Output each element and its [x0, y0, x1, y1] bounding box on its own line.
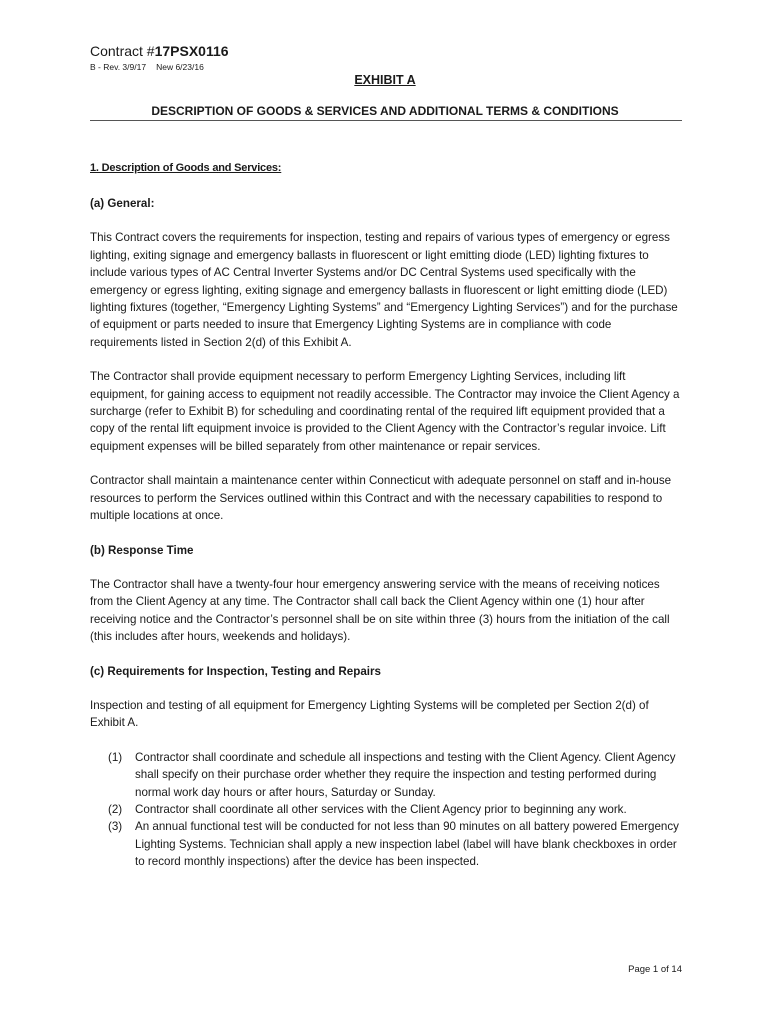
section-1-heading: 1. Description of Goods and Services:	[90, 162, 282, 174]
contract-number	[90, 42, 229, 60]
revision-date: B - Rev. 3/9/17	[90, 62, 147, 72]
requirements-paragraph: Inspection and testing of all equipment for Emergency Lighting Systems will be completed per Section 2(d) of Exhibit A.	[90, 698, 649, 730]
document-title: DESCRIPTION OF GOODS & SERVICES AND ADDITIONAL TERMS & CONDITIONS	[151, 104, 619, 118]
contract-prefix: Contract #	[90, 43, 155, 59]
contract-id: 17PSX0116	[154, 43, 229, 59]
list-item	[108, 801, 680, 818]
exhibit-title: EXHIBIT A	[354, 73, 416, 87]
list-item-number: (1)	[108, 750, 123, 764]
list-item-text: An annual functional test will be conducted for not less than 90 minutes on all battery powered Emergency Lighting Systems. Technician shall apply a new inspection label (label will have blank checkboxes in order to record monthly inspections) after the device has been inspected.	[135, 820, 679, 869]
general-paragraph-1: This Contract covers the requirements for inspection, testing and repairs of various types of emergency or egress lighting, exiting signage and emergency ballasts in fluorescent or light emitting diode (LED) lighting fixtures to include various types of AC Central Inverter Systems and/or DC Central Systems used specifically with the emergency or egress lighting, exiting signage and emergency ballasts in fluorescent or light emitting diode (LED) lighting fixtures (together, “Emergency Lighting Systems” and “Emergency Lighting Services”) and for the purchase of equipment or parts needed to insure that Emergency Lighting Systems are in compliance with code requirements listed in Section 2(d) of this Exhibit A.	[90, 231, 678, 349]
list-item	[108, 818, 680, 870]
list-item-number: (2)	[108, 802, 123, 816]
general-paragraph-3: Contractor shall maintain a maintenance center within Connecticut with adequate personnel on staff and in-house resources to perform the Services outlined within this Contract and with the necessary capabilities to respond to multiple locations at once.	[90, 474, 672, 523]
page-number: Page 1 of 14	[628, 964, 682, 975]
requirements-list	[90, 749, 680, 871]
requirements-heading: (c) Requirements for Inspection, Testing and Repairs	[90, 664, 381, 678]
general-paragraph-2: The Contractor shall provide equipment necessary to perform Emergency Lighting Services, including lift equipment, for gaining access to equipment not readily accessible. The Contractor may invoice the Client Agency a surcharge (refer to Exhibit B) for scheduling and coordinating rental of the required lift equipment provided that a copy of the rental lift equipment invoice is provided to the Client Agency with the Contractor’s regular invoice. Lift equipment expenses will be billed separately from other maintenance or repair services.	[90, 370, 680, 453]
section-1	[90, 160, 680, 871]
general-heading: (a) General:	[90, 197, 155, 210]
list-item-text: Contractor shall coordinate all other services with the Client Agency prior to beginning any work.	[135, 802, 627, 816]
list-item	[108, 749, 680, 801]
revision-line	[90, 62, 204, 72]
new-date: New 6/23/16	[156, 62, 204, 72]
list-item-text: Contractor shall coordinate and schedule all inspections and testing with the Client Agency. Client Agency shall specify on their purchase order whether they require the inspection and testing performed during normal work day hours or after hours, Saturday or Sunday.	[135, 750, 676, 799]
response-time-heading: (b) Response Time	[90, 543, 194, 557]
response-time-paragraph: The Contractor shall have a twenty-four hour emergency answering service with the means of receiving notices from the Client Agency at any time. The Contractor shall call back the Client Agency within one (1) hour after receiving notice and the Contractor’s personnel shall be on site within three (3) hours from the initiation of the call (this includes after hours, weekends and holidays).	[90, 577, 670, 644]
list-item-number: (3)	[108, 820, 123, 834]
title-divider	[90, 120, 682, 121]
